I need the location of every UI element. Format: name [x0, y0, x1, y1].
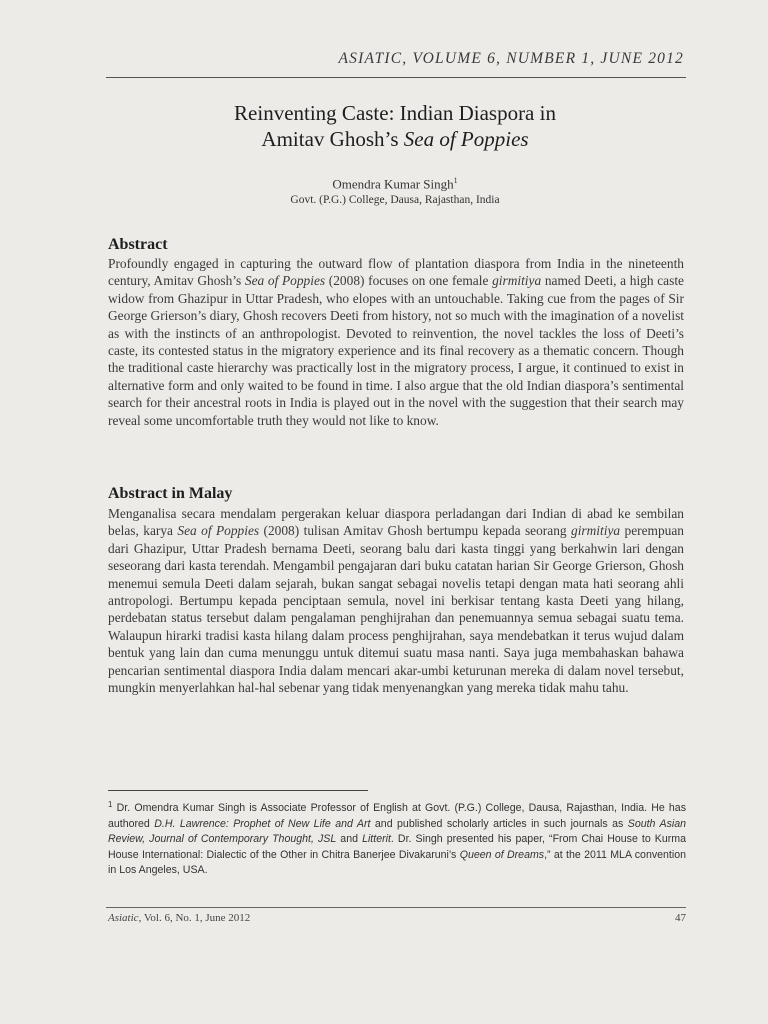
footnote-italic-2: South Asian Review, Journal of Contemporary Thought, JSL — [108, 817, 686, 846]
abstract-malay-italic-2: girmitiya — [571, 523, 621, 539]
title-line-2 — [0, 126, 768, 152]
title-line-2-prefix: Amitav Ghosh’s — [261, 127, 404, 151]
author-footnote-mark[interactable]: 1 — [453, 176, 458, 185]
abstract-malay-text-1: Menganalisa secara mendalam pergerakan keluar diaspora perladangan dari Indian di abad ke sembilan belas, karya — [108, 506, 684, 539]
page-number: 47 — [675, 912, 686, 924]
footer-journal-name: Asiatic — [108, 912, 139, 924]
footnote-text-2: and published scholarly articles in such journals as — [370, 817, 628, 830]
footnote-text-5: ,” at the 2011 MLA convention in Los Angeles, USA. — [108, 848, 687, 877]
footer-issue: , Vol. 6, No. 1, June 2012 — [138, 912, 251, 924]
footnote-mark: 1 — [108, 800, 113, 809]
author-name: Omendra Kumar Singh — [332, 176, 454, 192]
abstract-text-3: named Deeti, a high caste widow from Ghazipur in Uttar Pradesh, who elopes with an untouchable. Taking cue from the pages of Sir George Grierson’s diary, Ghosh recovers Deeti from history, not so much with the imagination of a novelist as with the instincts of an anthropologist. Devoted to reinvention, the novel tackles the loss of Deeti’s caste, its contested status in the migratory experience and its final recovery as a thematic concern. Though the traditional caste hierarchy was practically lost in the migratory process, I argue, it continued to exist in alternative form and only waited to be found in time. I also argue that the old Indian diaspora’s sentimental search for their ancestral roots in India is played out in the novel with the suggestion that their search may reveal some uncomfortable truth they would not like to know. — [108, 273, 684, 428]
abstract-body — [108, 255, 684, 429]
abstract-malay-text-3: perempuan dari Ghazipur, Uttar Pradesh bernama Deeti, seorang balu dari kasta tinggi yang berkahwin lari dengan seseorang dari kasta terendah. Mengambil pengajaran dari buku catatan harian Sir George Grierson, Ghosh menemui semula Deeti dalam sejarah, bukan sangat sebagai novelis tetapi dengan mata hati seorang ahli antropologi. Bertumpu kepada penciptaan semula, novel ini berkisar tentang kasta Deeti yang hilang, perdebatan status tersebut dalam pengalaman penghijrahan dan penemuannya semua sebagai suatu tema. Walaupun hirarki tradisi kasta hilang dalam process penghijrahan, saya mendebatkan it terus wujud dalam bentuk yang lain dan cuma menunggu untuk ditemui suatu masa nanti. Saya juga membahaskan bahawa pencarian sentimental diaspora India dalam mencari akar-umbi keturunan mereka di dalam novel tersebut, mungkin menyerlahkan hal-hal sebenar yang tidak menyenangkan yang mereka tidak mahu tahu. — [108, 523, 684, 696]
footnote-text-1: Dr. Omendra Kumar Singh is Associate Professor of English at Govt. (P.G.) College, Dausa, Rajasthan, India. He has authored — [108, 802, 686, 830]
abstract-text-1: Profoundly engaged in capturing the outward flow of plantation diaspora from India in the nineteenth century, Amitav Ghosh’s — [108, 256, 684, 289]
abstract-malay-heading: Abstract in Malay — [108, 485, 233, 502]
running-head: ASIATIC, VOLUME 6, NUMBER 1, JUNE 2012 — [338, 50, 684, 67]
footer-rule — [106, 907, 686, 908]
title-line-1: Reinventing Caste: Indian Diaspora in — [234, 101, 556, 125]
footnote-italic-1: D.H. Lawrence: Prophet of New Life and Art — [154, 817, 371, 830]
abstract-malay-body — [108, 505, 684, 696]
footer-citation — [108, 912, 250, 924]
footnote — [108, 797, 686, 879]
footnote-text-4: . Dr. Singh presented his paper, “From Chai House to Kurma House International: Dialectic of the Other in Chitra Banerjee Divakaruni’s — [108, 833, 687, 861]
article-title — [0, 100, 768, 152]
title-novel-name: Sea of Poppies — [403, 127, 529, 151]
header-rule — [106, 77, 686, 78]
abstract-italic-2: girmitiya — [492, 273, 542, 289]
footnote-italic-4: Queen of Dreams — [459, 848, 545, 861]
author-line — [0, 176, 768, 192]
abstract-malay-text-2: (2008) tulisan Amitav Ghosh bertumpu kepada seorang — [259, 523, 571, 539]
abstract-malay-italic-1: Sea of Poppies — [177, 523, 260, 539]
footnote-rule — [108, 790, 368, 791]
abstract-italic-1: Sea of Poppies — [244, 273, 326, 289]
footnote-text-3: and — [336, 833, 363, 846]
footnote-italic-3: Litterit — [362, 833, 391, 846]
abstract-heading: Abstract — [108, 236, 168, 253]
abstract-text-2: (2008) focuses on one female — [325, 273, 493, 289]
author-affiliation: Govt. (P.G.) College, Dausa, Rajasthan, India — [290, 194, 500, 206]
